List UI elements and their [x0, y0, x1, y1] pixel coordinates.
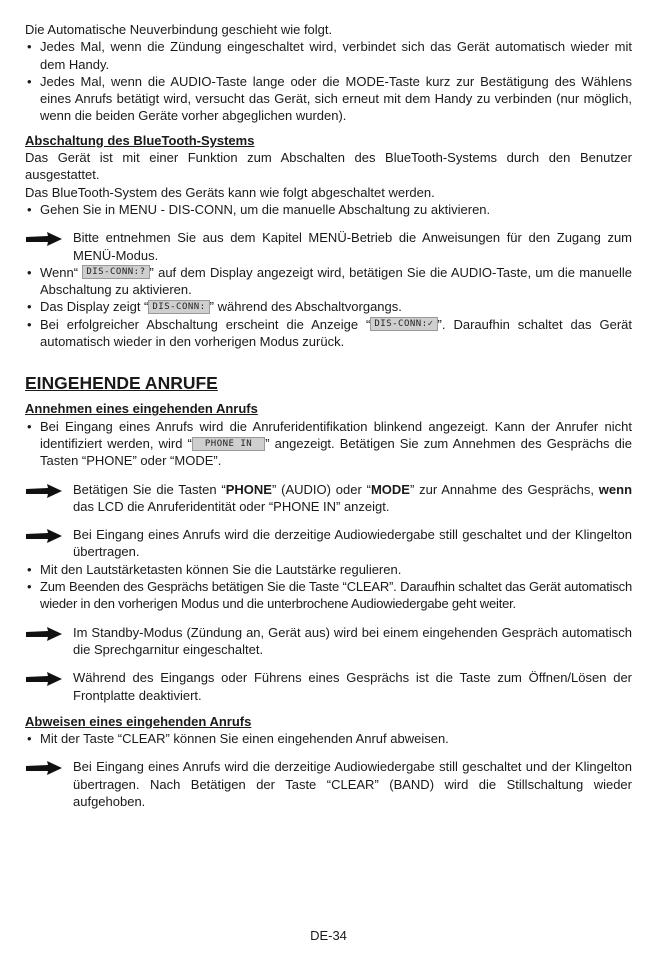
note-reject-mute: Bei Eingang eines Anrufs wird die derzeitige Audiowiedergabe still geschaltet und der Klingelton übertragen. Nach Betätigen der Taste “CLEAR” (BAND) wird die Stillschaltung wieder aufgehoben.	[25, 758, 632, 810]
bt-off-para2: Das BlueTooth-System des Geräts kann wie folgt abgeschaltet werden.	[25, 184, 435, 200]
bt-off-heading: Abschaltung des BlueTooth-Systems	[25, 132, 255, 148]
arrow-icon	[26, 761, 62, 775]
note-text: Bitte entnehmen Sie aus dem Kapitel MENÜ-Betrieb die Anweisungen für den Zugang zum MENÜ-Modus.	[73, 230, 632, 263]
reconnect-bullet-ignition: • Jedes Mal, wenn die Zündung eingeschaltet wird, verbindet sich das Gerät automatisch wieder mit dem Handy.	[25, 38, 632, 73]
arrow-icon	[26, 484, 62, 498]
note-faceplate: Während des Eingangs oder Führens eines Gesprächs ist die Taste zum Öffnen/Lösen der Frontplatte deaktiviert.	[25, 669, 632, 704]
lcd-phone-in: PHONE IN	[192, 437, 265, 451]
note-menu-mode	[25, 229, 632, 264]
reconnect-intro: Die Automatische Neuverbindung geschieht wie folgt.	[25, 22, 333, 37]
answer-call-heading: Annehmen eines eingehenden Anrufs	[25, 401, 258, 417]
page-number: DE-34	[310, 928, 347, 943]
reject-bullet-clear: • Mit der Taste “CLEAR” können Sie einen eingehenden Anruf abweisen.	[25, 730, 632, 747]
answer-bullet-clear: • Zum Beenden des Gesprächs betätigen Sie die Taste “CLEAR”. Daraufhin schaltet das Gerät automatisch wieder in den vorherigen Modus und die unterbrochene Audiowiedergabe geht weiter.	[25, 578, 632, 613]
arrow-icon	[26, 627, 62, 641]
bt-off-bullet-confirm: • Wenn“ DIS-CONN:? ” auf dem Display angezeigt wird, betätigen Sie die AUDIO-Taste, um die manuelle Abschaltung zu aktivieren.	[25, 264, 632, 299]
bt-off-para1: Das Gerät ist mit einer Funktion zum Abschalten des BlueTooth-Systems durch den Benutzer ausgestattet.	[25, 150, 632, 183]
lcd-dis-conn-done: DIS-CONN:✓	[370, 317, 437, 331]
arrow-icon	[26, 529, 62, 543]
reconnect-bullet-audio-mode: • Jedes Mal, wenn die AUDIO-Taste lange oder die MODE-Taste kurz zur Bestätigung des Wählens eines Anrufs betätigt wird, versucht das Gerät, sich erneut mit dem Handy zu verbinden (nur möglich, wenn die beiden Geräte vorher abgeglichen wurden).	[25, 73, 632, 125]
incoming-calls-title: EINGEHENDE ANRUFE	[25, 373, 218, 394]
note-answer-keys: Betätigen Sie die Tasten “PHONE” (AUDIO) oder “MODE” zur Annahme des Gesprächs, wenn das LCD die Anruferidentität oder “PHONE IN” anzeigt.	[25, 481, 632, 516]
bt-off-bullet-progress: • Das Display zeigt “ DIS-CONN: ” während des Abschaltvorgangs.	[25, 298, 632, 315]
note-mute-ringtone: Bei Eingang eines Anrufs wird die derzeitige Audiowiedergabe still geschaltet und der Klingelton übertragen.	[25, 526, 632, 561]
bt-off-bullet-success: • Bei erfolgreicher Abschaltung erscheint die Anzeige “ DIS-CONN:✓ ”. Daraufhin schaltet das Gerät automatisch wieder in den vorherigen Modus zurück.	[25, 316, 632, 351]
arrow-icon	[26, 232, 62, 246]
answer-bullet-caller-id: • Bei Eingang eines Anrufs wird die Anruferidentifikation blinkend angezeigt. Kann der Anrufer nicht identifiziert werden, wird “ PHONE IN ” angezeigt. Betätigen Sie zum Annehmen des Gesprächs die Tasten “PHONE” oder “MODE”.	[25, 418, 632, 470]
arrow-icon	[26, 672, 62, 686]
manual-page	[25, 21, 632, 810]
lcd-dis-conn-progress: DIS-CONN:	[148, 300, 209, 314]
reject-call-heading: Abweisen eines eingehenden Anrufs	[25, 713, 252, 729]
note-standby: Im Standby-Modus (Zündung an, Gerät aus) wird bei einem eingehenden Gespräch automatisch die Sprechgarnitur eingeschaltet.	[25, 624, 632, 659]
answer-bullet-volume: • Mit den Lautstärketasten können Sie die Lautstärke regulieren.	[25, 561, 632, 578]
lcd-dis-conn-query: DIS-CONN:?	[82, 265, 149, 279]
bt-off-bullet-menu: • Gehen Sie in MENU - DIS-CONN, um die manuelle Abschaltung zu aktivieren.	[25, 201, 632, 218]
